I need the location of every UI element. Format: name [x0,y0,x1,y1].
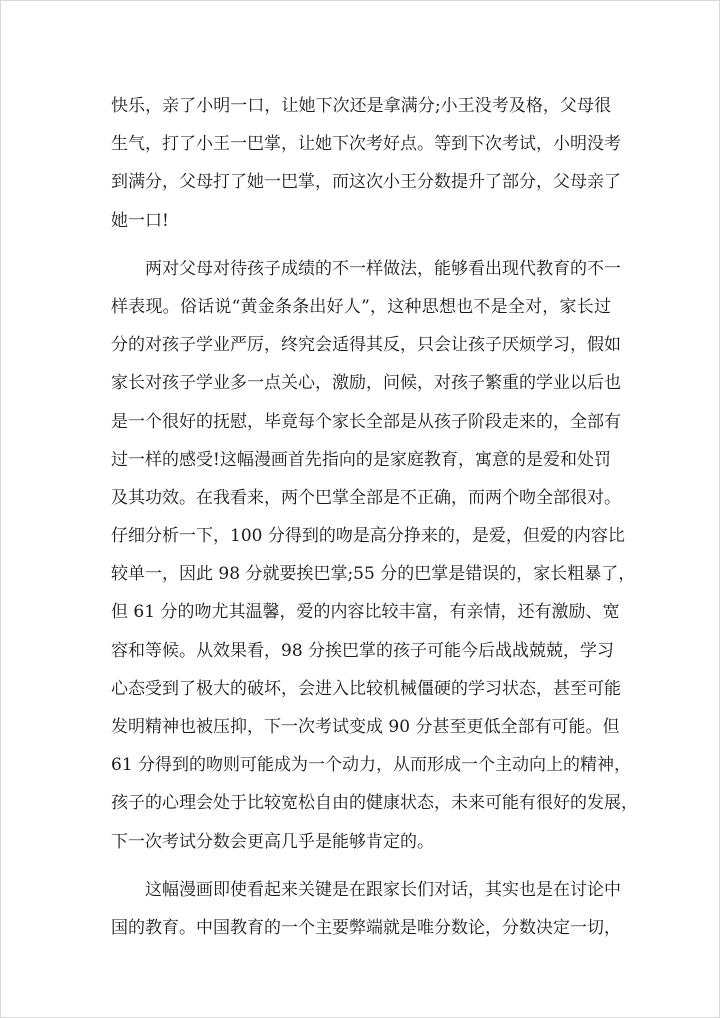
paragraph-2 [111,250,638,861]
paragraph-1 [111,87,621,240]
text-line: 她一口! [111,210,169,231]
text-line: 快乐，亲了小明一口，让她下次还是拿满分;小王没考及格，父母很 [111,96,611,116]
text-line: 孩子的心理会处于比较宽松自由的健康状态，未来可能有很好的发展， [111,793,638,814]
text-line: 较单一，因此 98 分就要挨巴掌;55 分的巴掌是错误的，家长粗暴了， [111,564,636,585]
paragraph-gap [111,240,611,250]
paragraph-3 [111,871,621,947]
text-line: 发明精神也被压抑，下一次考试变成 90 分甚至更低全部有可能。但 [111,717,620,737]
text-line: 两对父母对待孩子成绩的不一样做法，能够看出现代教育的不一 [111,258,621,279]
text-line: 但 61 分的吻尤其温馨，爱的内容比较丰富，有亲情，还有激励、宽 [111,602,620,623]
text-line: 仔细分析一下，100 分得到的吻是高分挣来的，是爱，但爱的内容比 [111,526,625,547]
text-line: 样表现。俗话说“黄金条条出好人”，这种思想也不是全对，家长过 [111,296,611,317]
text-line: 是一个很好的抚慰，毕竟每个家长全部是从孩子阶段走来的，全部有 [111,411,621,432]
text-line: 这幅漫画即使看起来关键是在跟家长们对话，其实也是在讨论中 [111,879,621,900]
text-line: 到满分，父母打了她一巴掌，而这次小王分数提升了部分，父母亲了 [111,172,621,193]
text-line: 容和等候。从效果看，98 分挨巴掌的孩子可能今后战战兢兢，学习 [111,640,615,661]
text-line: 下一次考试分数会更高几乎是能够肯定的。 [111,831,434,852]
paragraph-gap [111,861,611,871]
text-line: 生气，打了小王一巴掌，让她下次考好点。等到下次考试，小明没考 [111,134,621,155]
text-line: 过一样的感受!这幅漫画首先指向的是家庭教育，寓意的是爱和处罚 [111,449,611,470]
text-line: 心态受到了极大的破坏，会进入比较机械僵硬的学习状态，甚至可能 [111,678,621,699]
text-line: 家长对孩子学业多一点关心，激励，问候，对孩子繁重的学业以后也 [111,373,621,394]
text-line: 分的对孩子学业严厉，终究会适得其反，只会让孩子厌烦学习，假如 [111,335,621,356]
document-body [111,87,638,947]
text-line: 及其功效。在我看来，两个巴掌全部是不正确，而两个吻全部很对。 [111,487,621,508]
text-line: 国的教育。中国教育的一个主要弊端就是唯分数论，分数决定一切， [111,917,621,938]
text-line: 61 分得到的吻则可能成为一个动力，从而形成一个主动向上的精神， [111,755,632,776]
